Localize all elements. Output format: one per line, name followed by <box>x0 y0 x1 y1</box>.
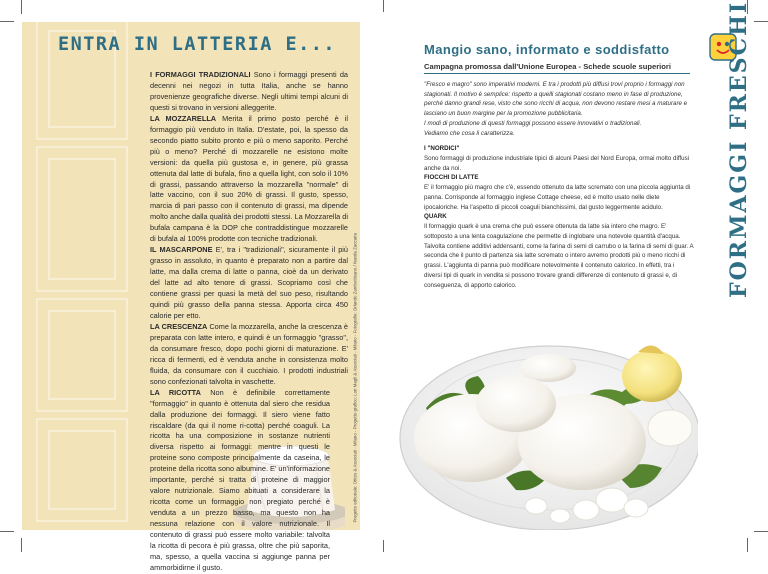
crop-mark <box>21 0 22 14</box>
paragraph-mascarpone <box>150 245 348 322</box>
crop-mark <box>383 0 384 12</box>
crop-mark <box>383 540 384 552</box>
page-title: Mangio sano, informato e soddisfatto <box>424 42 670 57</box>
heading-fiocchi: FIOCCHI DI LATTE <box>424 174 479 182</box>
text-fiocchi: E' il formaggio più magro che c'è, essendo ottenuto da latte scremato con una piccola aggiunta di panna. Corrisponde al formaggio inglese Cottage cheese, ed è molto usato nelle diete ipocaloriche. Ha l'aspetto di piccoli coaguli bianchissimi, dal gusto leggermente acidulo. <box>424 184 691 211</box>
crop-mark <box>0 531 14 532</box>
heading-nordici: I "NORDICI" <box>424 145 460 152</box>
lead-crescenza: LA CRESCENZA <box>150 321 208 331</box>
text-traditional: Sono i formaggi presenti da decenni nei negozi in tutta Italia, anche se hanno provenienze geografiche diverse. Negli ultimi tempi alcuni di questi si trovano in versioni alleggerite. <box>150 70 348 112</box>
crop-mark <box>754 531 768 532</box>
crop-mark <box>21 538 22 552</box>
text-nordici: Sono formaggi di produzione industriale tipici di alcuni Paesi del Nord Europa, ormai molto diffusi anche da noi. <box>424 154 690 172</box>
paragraph-traditional <box>150 70 348 114</box>
crop-mark <box>0 21 14 22</box>
title-divider <box>424 73 690 74</box>
paragraph-crescenza <box>150 322 348 388</box>
paragraph-ricotta <box>150 388 330 574</box>
page-subtitle: Campagna promossa dall'Unione Europea - Schede scuole superiori <box>424 62 671 71</box>
side-category-label <box>726 0 766 298</box>
credit-text: Progetto editoriale: Otttos & Associati - Milano - Progetto grafico: Lori Magli & Associati - Milano - Fotografie: Orlando Zambottisano / Nanda Zaccaria <box>352 233 358 523</box>
section-title: ENTRA IN LATTERIA E... <box>58 34 337 55</box>
lead-ricotta: LA RICOTTA <box>150 387 201 397</box>
intro-paragraph: I modi di produzione di questi formaggi possono essere innovativi o tradizionali. <box>424 119 642 127</box>
crop-mark <box>747 538 748 552</box>
body-block <box>424 144 694 290</box>
heading-quark: QUARK <box>424 213 447 221</box>
cheese-photo <box>386 288 704 530</box>
credit-line <box>350 150 360 530</box>
decorative-frame <box>48 310 116 400</box>
paragraph-mozzarella <box>150 114 348 245</box>
intro-block <box>424 80 694 138</box>
text-ricotta: Non è definibile correttamente "formaggio" in quanto è ottenuta dal siero che residua dalla produzione dei formaggi. Il siero viene fatto riscaldare (da qui il nome ri-cotta) perché coaguli. La ricotta ha una composizione in sostanze nutrienti diversa rispetto ai formaggi: mentre in questi le proteine sono composte principalmente da caseina, le proteine della ricotta sono albumine. E' un'informazione importante, perché si tratta di proteine di maggior valore nutrizionale. Siamo abituati a considerare la ricotta come un formaggio non pregiato perché è venduta a un prezzo basso, ma questo non ha nessuna relazione con il valore nutrizionale. Il contenuto di grassi può essere molto variabile: talvolta la ricotta di pecora è più grassa, oltre che più saporita, ma, spesso, a quella vaccina si aggiunge panna per ammorbidirne il gusto. <box>150 387 330 572</box>
crop-mark <box>754 21 768 22</box>
decorative-frame <box>48 158 116 280</box>
lead-mozzarella: LA MOZZARELLA <box>150 113 217 123</box>
side-category-text: FORMAGGI FRESCHI <box>726 0 752 298</box>
text-quark: Il formaggio quark è una crema che può essere ottenuta da latte sia intero che magro. E' sottoposto a una lenta coagulazione che permette di inglobare una notevole quantità d'acqua. Talvolta contiene additivi addensanti, come la farina di semi di carrubo o la farina di semi di guar. A seconda che il punto di partenza sia latte scremato o intero avremo prodotti più o meno ricchi di grassi. L'aggiunta di panna può modificare notevolmente il contenuto calorico. In effetti, tra i diversi tipi di quark in vendita si possono trovare grandi differenze di contenuto di grassi e, di conseguenza, di apporto calorico. <box>424 223 694 289</box>
decorative-frame <box>48 430 116 510</box>
intro-paragraph: Vediamo che cosa li caratterizza. <box>424 129 515 137</box>
text-mascarpone: E', tra i "tradizionali", sicuramente il più grasso in assoluto, in quanto è preparato non a partire dal latte, ma dalla crema di latte o panna, cioè da un derivato del latte ad alto tenore di grassi. Scopriamo così che contiene grassi per quasi la metà del suo peso, risultando quindi più grasso della panna stessa. Apporta circa 450 calorie per etto. <box>150 245 348 320</box>
left-article <box>150 70 348 574</box>
text-crescenza: Come la mozzarella, anche la crescenza è preparata con latte intero, e quindi è un formaggio "grasso", da consumare fresco, dopo pochi giorni di maturazione. E' ricca di fermenti, ed è venduta anche in consistenza molto fluida, da consumare con il cucchiaio. I prodotti industriali sono confezionati talvolta in vaschette. <box>150 321 348 386</box>
lead-traditional: I FORMAGGI TRADIZIONALI <box>150 70 251 79</box>
intro-paragraph: "Fresco e magro" sono imperativi moderni. E tra i prodotti più diffusi troví proprio i formaggi non stagionati. Il motivo è semplice: rispetto a quelli stagionati costano meno in fase di produzione, perché danno grandi rese, visto che sono ricchi di acqua, non devono restare mesi a maturare e lasciano un buon margine per la promozione pubblicitaria. <box>424 81 688 118</box>
lead-mascarpone: IL MASCARPONE <box>150 245 213 255</box>
text-mozzarella: Merita il primo posto perché è il formaggio più venduto in Italia. D'estate, poi, la spesso da secondo piatto subito pronto e più o meno saporito. Perché più o meno? Perché di mozzarelle ne esistono molte versioni: da quella più gustosa e, in genere, più grassa ottenuta dal latte di bufala, fino a quella light, con solo il 10% di grassi, passando attraverso la mozzarella "normale" di latte vaccino, con il suo 20% di grassi. Il gusto, spesso, marcia di pari passo con il contenuto di grassi, ma dipende molto anche dalla qualità dei prodotti stessi. La Mozzarella di bufala campana è la DOP che contraddistingue mozzarelle di bufala al 100% prodotte con tecniche tradizionali. <box>150 113 348 244</box>
